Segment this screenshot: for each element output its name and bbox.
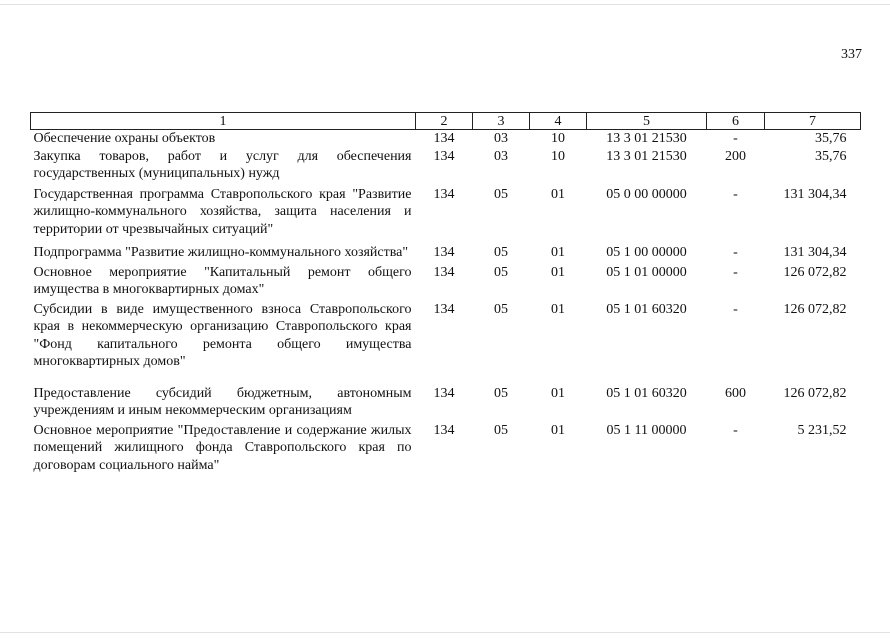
table-header-row: [31, 113, 861, 130]
row-name: Подпрограмма "Развитие жилищно-коммунального хозяйства": [33, 245, 409, 260]
budget-table: [30, 112, 861, 474]
scan-edge-top: [0, 4, 890, 5]
row-pr: 10: [551, 131, 565, 146]
row-pr: 01: [551, 186, 565, 202]
row-sum: 35,76: [815, 148, 847, 164]
row-sum: 131 304,34: [783, 245, 847, 260]
header-col-1: 1: [31, 113, 416, 130]
row-sum: 126 072,82: [783, 301, 847, 317]
row-name: Государственная программа Ставропольского края "Развитие жилищно-коммунального хозяйства, защита населения и территории от чрезвычайных ситуаций": [33, 186, 412, 237]
row-sum: 5 231,52: [797, 422, 847, 438]
row-name: Обеспечение охраны объектов: [33, 131, 216, 146]
row-pr: 01: [551, 385, 565, 401]
table-row: [31, 422, 861, 475]
row-name: Основное мероприятие "Предоставление и содержание жилых помещений жилищного фонда Ставропольского края по договорам социального найма": [33, 422, 412, 473]
row-csr: 05 1 01 00000: [606, 264, 687, 280]
row-rz: 03: [494, 131, 508, 146]
row-name: Предоставление субсидий бюджетным, автономным учреждениям и иным некоммерческим организациям: [33, 385, 412, 418]
row-pr: 10: [551, 148, 565, 164]
table-row: [31, 186, 861, 245]
header-col-6: 6: [707, 113, 765, 130]
row-sum: 35,76: [815, 131, 847, 146]
row-pr: 01: [551, 301, 565, 317]
row-vr: 200: [725, 148, 746, 164]
row-rz: 05: [494, 264, 508, 280]
page-number: 337: [841, 47, 862, 62]
table-row: [31, 130, 861, 148]
row-rz: 05: [494, 186, 508, 202]
row-csr: 13 3 01 21530: [606, 148, 687, 164]
row-ved: 134: [433, 422, 455, 438]
header-col-4: 4: [530, 113, 587, 130]
row-ved: 134: [433, 131, 455, 146]
row-ved: 134: [433, 264, 455, 280]
row-vr: -: [733, 245, 738, 260]
row-csr: 13 3 01 21530: [606, 131, 687, 146]
scan-edge-bottom: [0, 632, 890, 633]
row-vr: -: [733, 131, 738, 146]
row-ved: 134: [433, 385, 455, 401]
row-ved: 134: [433, 245, 455, 260]
row-name: Закупка товаров, работ и услуг для обеспечения государственных (муниципальных) нужд: [33, 148, 412, 181]
row-csr: 05 1 01 60320: [606, 385, 687, 401]
row-sum: 131 304,34: [783, 186, 847, 202]
row-ved: 134: [433, 301, 455, 317]
row-sum: 126 072,82: [783, 385, 847, 401]
row-csr: 05 0 00 00000: [606, 186, 687, 202]
row-pr: 01: [551, 422, 565, 438]
header-col-7: 7: [765, 113, 861, 130]
table-row: [31, 301, 861, 385]
row-vr: -: [733, 422, 738, 438]
row-sum: 126 072,82: [783, 264, 847, 280]
row-pr: 01: [551, 264, 565, 280]
row-ved: 134: [433, 186, 455, 202]
row-rz: 03: [494, 148, 508, 164]
row-vr: -: [733, 186, 738, 202]
row-name: Субсидии в виде имущественного взноса Ставропольского края в некоммерческую организацию Ставропольского края "Фонд капитального ремонта общего имущества многоквартирных домов": [33, 301, 412, 369]
table-row: [31, 264, 861, 301]
header-col-5: 5: [587, 113, 707, 130]
row-name: Основное мероприятие "Капитальный ремонт общего имущества в многоквартирных домах": [33, 264, 412, 297]
row-rz: 05: [494, 422, 508, 438]
row-rz: 05: [494, 385, 508, 401]
header-col-2: 2: [416, 113, 473, 130]
header-col-3: 3: [473, 113, 530, 130]
table-row: [31, 148, 861, 186]
table-row: [31, 385, 861, 422]
row-vr: -: [733, 301, 738, 317]
row-rz: 05: [494, 301, 508, 317]
row-csr: 05 1 00 00000: [606, 245, 687, 260]
row-ved: 134: [433, 148, 455, 164]
row-vr: 600: [725, 385, 746, 401]
row-pr: 01: [551, 245, 565, 260]
row-csr: 05 1 01 60320: [606, 301, 687, 317]
row-rz: 05: [494, 245, 508, 260]
row-vr: -: [733, 264, 738, 280]
table-row: [31, 244, 861, 264]
row-csr: 05 1 11 00000: [606, 422, 687, 438]
